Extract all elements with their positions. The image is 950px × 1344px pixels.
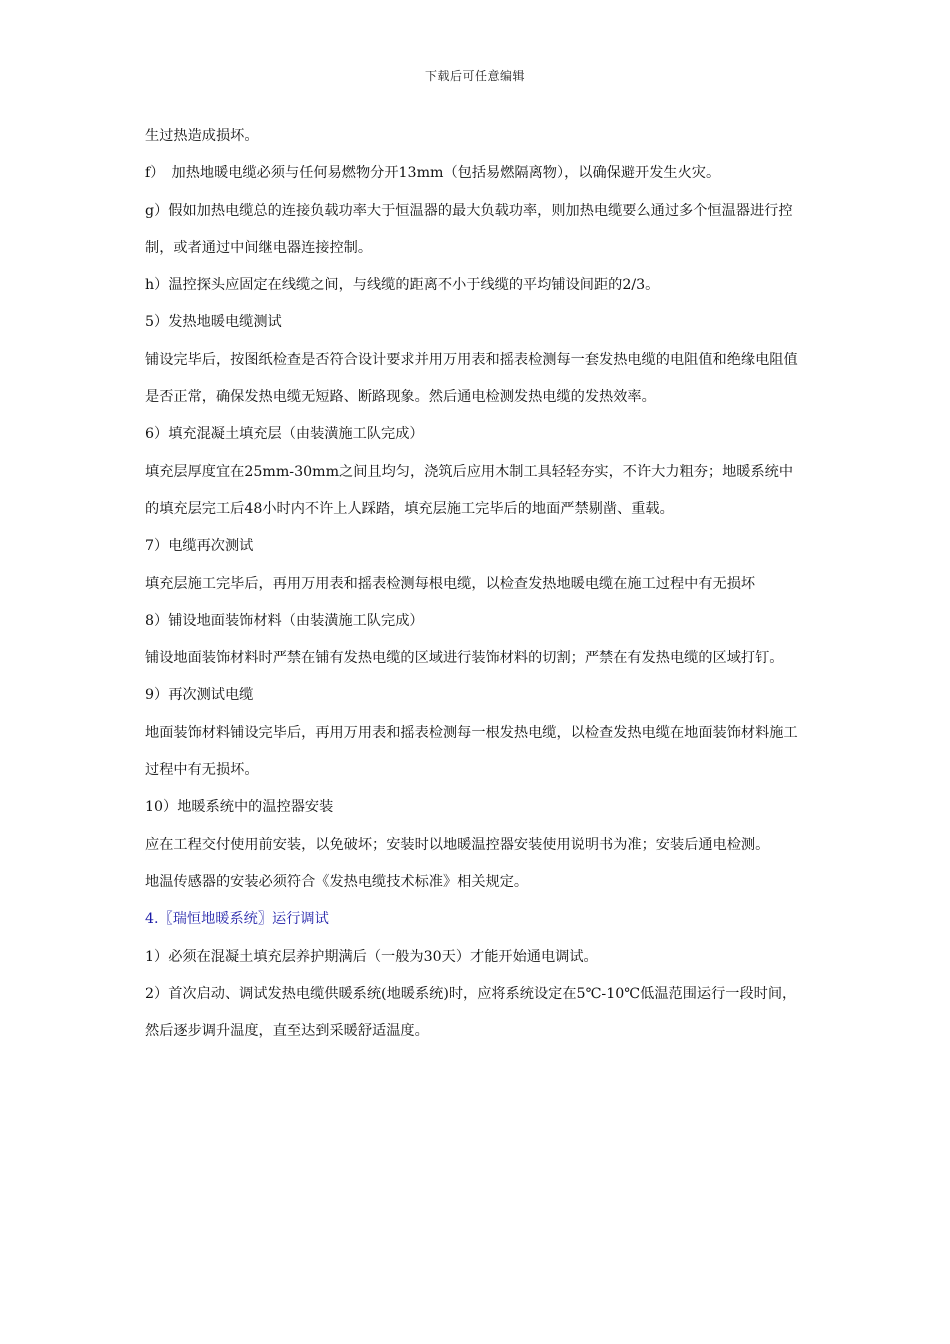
paragraph: 铺设完毕后，按图纸检查是否符合设计要求并用万用表和摇表检测每一套发热电缆的电阻值和绝缘电阻值是否正常，确保发热电缆无短路、断路现象。然后通电检测发热电缆的发热效率。 (145, 351, 798, 406)
paragraph: 填充层厚度宜在25mm-30mm之间且均匀，浇筑后应用木制工具轻轻夯实，不许大力粗夯；地暖系统中的填充层完工后48小时内不许上人踩踏，填充层施工完毕后的地面严禁剔凿、重载。 (145, 463, 794, 517)
paragraph: f） 加热地暖电缆必须与任何易燃物分开13mm（包括易燃隔离物），以确保避开发生火灾。 (145, 165, 721, 182)
paragraph: 铺设地面装饰材料时严禁在铺有发热电缆的区域进行装饰材料的切割；严禁在有发热电缆的区域打钉。 (145, 650, 784, 667)
paragraph: 地温传感器的安装必须符合《发热电缆技术标准》相关规定。 (145, 873, 529, 890)
section-heading: 7）电缆再次测试 (145, 538, 254, 555)
chapter-heading-link[interactable]: 4.〖瑞恒地暖系统〗运行调试 (145, 911, 329, 928)
section-heading: 9）再次测试电缆 (145, 687, 254, 704)
section-heading: 6）填充混凝土填充层（由装潢施工队完成） (145, 426, 424, 443)
paragraph: 地面装饰材料铺设完毕后，再用万用表和摇表检测每一根发热电缆，以检查发热电缆在地面装饰材料施工过程中有无损坏。 (145, 724, 798, 779)
paragraph: 填充层施工完毕后，再用万用表和摇表检测每根电缆，以检查发热地暖电缆在施工过程中有无损坏 (145, 575, 756, 592)
paragraph: h）温控探头应固定在线缆之间，与线缆的距离不小于线缆的平均铺设间距的2/3。 (145, 277, 660, 294)
paragraph: g）假如加热电缆总的连接负载功率大于恒温器的最大负载功率，则加热电缆要么通过多个恒温器进行控制，或者通过中间继电器连接控制。 (145, 202, 793, 256)
section-heading: 5）发热地暖电缆测试 (145, 314, 282, 331)
section-heading: 10）地暖系统中的温控器安装 (145, 799, 334, 816)
paragraph: 1）必须在混凝土填充层养护期满后（一般为30天）才能开始通电调试。 (145, 948, 598, 965)
paragraph: 应在工程交付使用前安装，以免破坏；安装时以地暖温控器安装使用说明书为准；安装后通电检测。 (145, 836, 770, 853)
section-heading: 8）铺设地面装饰材料（由装潢施工队完成） (145, 612, 424, 629)
page-header: 下载后可任意编辑 (424, 69, 525, 83)
paragraph: 生过热造成损坏。 (145, 128, 259, 144)
document-body (145, 118, 807, 1050)
paragraph: 2）首次启动、调试发热电缆供暖系统(地暖系统)时，应将系统设定在5℃-10℃低温范围运行一段时间，然后逐步调升温度，直至达到采暖舒适温度。 (145, 985, 797, 1040)
